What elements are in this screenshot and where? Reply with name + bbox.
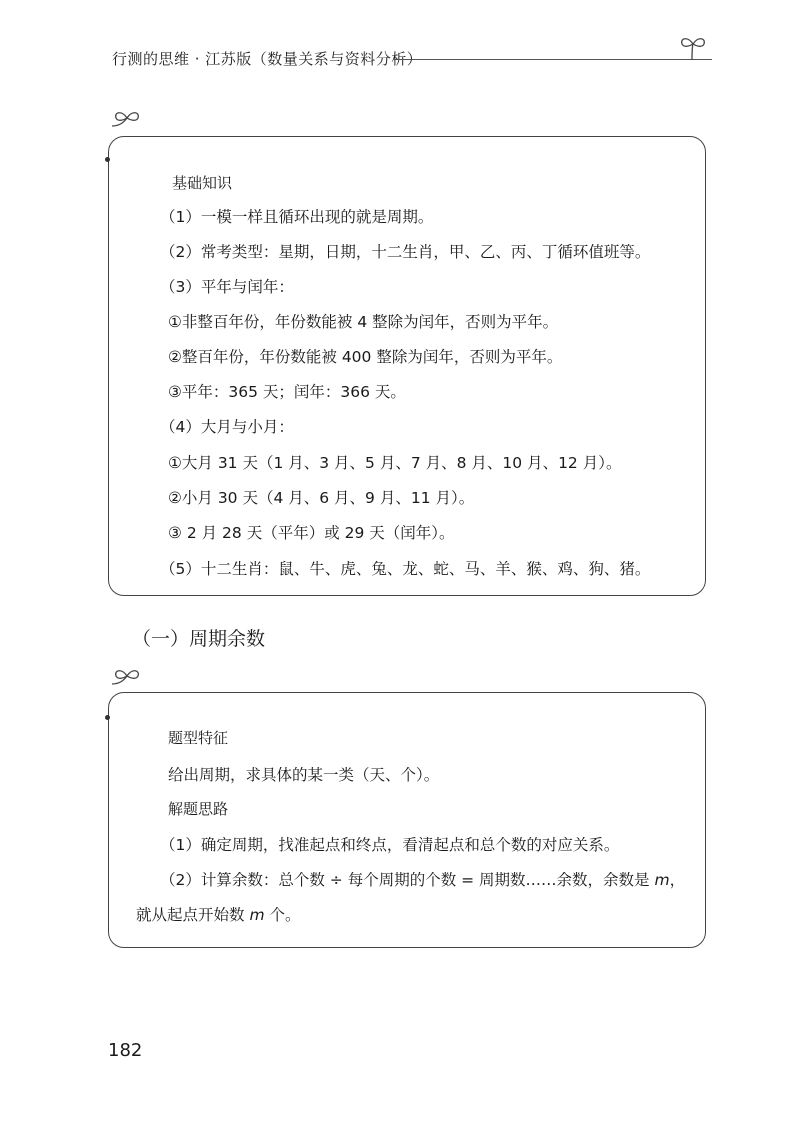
header-rule xyxy=(394,59,712,60)
feature-heading: 题型特征 xyxy=(168,729,229,747)
box-corner-dot xyxy=(105,715,110,720)
knowledge-line-1: （1）一模一样且循环出现的就是周期。 xyxy=(160,208,434,226)
sprout-icon xyxy=(110,106,144,130)
box-corner-dot xyxy=(105,157,110,162)
section-title: （一）周期余数 xyxy=(132,628,266,650)
variable-m: m xyxy=(654,871,670,889)
approach-step-2-text: （2）计算余数：总个数 ÷ 每个周期的个数 = 周期数……余数，余数是 xyxy=(160,871,655,889)
running-header xyxy=(112,42,712,72)
page-number: 182 xyxy=(108,1040,143,1061)
knowledge-line-6: ③平年：365 天；闰年：366 天。 xyxy=(168,383,406,401)
feature-text: 给出周期，求具体的某一类（天、个）。 xyxy=(168,766,440,784)
knowledge-line-10: ③ 2 月 28 天（平年）或 29 天（闰年）。 xyxy=(168,524,455,542)
variable-m: m xyxy=(249,906,265,924)
header-title: 行测的思维 · 江苏版（数量关系与资料分析） xyxy=(112,50,423,68)
knowledge-line-2: （2）常考类型：星期，日期，十二生肖，甲、乙、丙、丁循环值班等。 xyxy=(160,243,651,261)
approach-step-2-end: 个。 xyxy=(264,906,301,924)
knowledge-line-4: ①非整百年份，年份数能被 4 整除为闰年，否则为平年。 xyxy=(168,313,559,331)
approach-step-2 xyxy=(160,868,685,890)
box-heading: 基础知识 xyxy=(172,174,233,192)
knowledge-line-8: ①大月 31 天（1 月、3 月、5 月、7 月、8 月、10 月、12 月）。 xyxy=(168,454,622,472)
sprout-icon xyxy=(676,34,710,62)
approach-step-2-cont-text: 就从起点开始数 xyxy=(136,906,250,924)
knowledge-line-3: （3）平年与闰年： xyxy=(160,278,294,296)
approach-heading: 解题思路 xyxy=(168,800,229,818)
approach-step-1: （1）确定周期，找准起点和终点，看清起点和总个数的对应关系。 xyxy=(160,836,620,854)
approach-step-2-cont xyxy=(136,903,300,925)
knowledge-line-9: ②小月 30 天（4 月、6 月、9 月、11 月）。 xyxy=(168,489,475,507)
sprout-icon xyxy=(110,664,144,688)
knowledge-line-11: （5）十二生肖：鼠、牛、虎、兔、龙、蛇、马、羊、猴、鸡、狗、猪。 xyxy=(160,560,651,578)
approach-step-2-punct: ， xyxy=(669,871,686,889)
knowledge-line-5: ②整百年份，年份数能被 400 整除为闰年，否则为平年。 xyxy=(168,348,563,366)
knowledge-line-7: （4）大月与小月： xyxy=(160,418,294,436)
